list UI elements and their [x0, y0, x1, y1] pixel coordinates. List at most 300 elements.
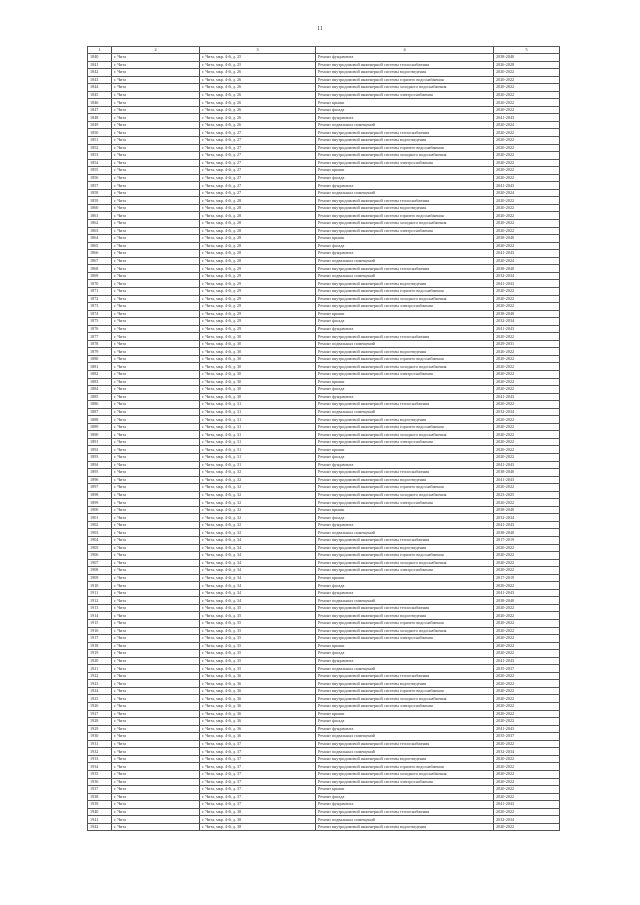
row-number-cell: 1921 [88, 665, 112, 673]
settlement-cell: г. Чита [112, 597, 200, 605]
address-cell: г. Чита, мкр. 4-й, д. 36 [200, 680, 316, 688]
work-type-cell: Ремонт внутридомовой инженерной системы горячего водоснабжения [316, 763, 494, 771]
address-cell: г. Чита, мкр. 4-й, д. 29 [200, 325, 316, 333]
work-type-cell: Ремонт внутридомовой инженерной системы водоотведения [316, 280, 494, 288]
period-cell: 2020-2022 [494, 423, 560, 431]
period-cell: 2041-2043 [494, 657, 560, 665]
row-number-cell: 1920 [88, 657, 112, 665]
settlement-cell: г. Чита [112, 408, 200, 416]
settlement-cell: г. Чита [112, 816, 200, 824]
table-row [88, 212, 560, 220]
period-cell: 2020-2024 [494, 121, 560, 129]
period-cell: 2020-2022 [494, 287, 560, 295]
work-type-cell: Ремонт внутридомовой инженерной системы водоотведения [316, 612, 494, 620]
table-row [88, 446, 560, 454]
settlement-cell: г. Чита [112, 574, 200, 582]
row-number-cell: 1878 [88, 340, 112, 348]
row-number-cell: 1883 [88, 378, 112, 386]
work-type-cell: Ремонт внутридомовой инженерной системы электроснабжения [316, 370, 494, 378]
period-cell: 2020-2022 [494, 710, 560, 718]
settlement-cell: г. Чита [112, 325, 200, 333]
row-number-cell: 1908 [88, 567, 112, 575]
settlement-cell: г. Чита [112, 438, 200, 446]
row-number-cell: 1907 [88, 559, 112, 567]
address-cell: г. Чита, мкр. 4-й, д. 37 [200, 778, 316, 786]
work-type-cell: Ремонт внутридомовой инженерной системы холодного водоснабжения [316, 295, 494, 303]
table-row [88, 642, 560, 650]
address-cell: г. Чита, мкр. 4-й, д. 31 [200, 416, 316, 424]
period-cell: 2038-2040 [494, 506, 560, 514]
period-cell: 2041-2043 [494, 114, 560, 122]
row-number-cell: 1924 [88, 687, 112, 695]
work-type-cell: Ремонт крыши [316, 310, 494, 318]
period-cell: 2038-2040 [494, 265, 560, 273]
work-type-cell: Ремонт подвальных помещений [316, 257, 494, 265]
address-cell: г. Чита, мкр. 4-й, д. 26 [200, 69, 316, 77]
period-cell: 2041-2043 [494, 476, 560, 484]
table-row [88, 695, 560, 703]
address-cell: г. Чита, мкр. 4-й, д. 29 [200, 295, 316, 303]
period-cell: 2020-2022 [494, 227, 560, 235]
address-cell: г. Чита, мкр. 4-й, д. 34 [200, 544, 316, 552]
work-type-cell: Ремонт внутридомовой инженерной системы теплоснабжения [316, 672, 494, 680]
period-cell: 2020-2022 [494, 84, 560, 92]
settlement-cell: г. Чита [112, 348, 200, 356]
address-cell: г. Чита, мкр. 4-й, д. 32 [200, 521, 316, 529]
work-type-cell: Ремонт фундамента [316, 657, 494, 665]
settlement-cell: г. Чита [112, 174, 200, 182]
address-cell: г. Чита, мкр. 4-й, д. 32 [200, 499, 316, 507]
table-row [88, 423, 560, 431]
row-number-cell: 1905 [88, 544, 112, 552]
row-number-cell: 1880 [88, 355, 112, 363]
table-row [88, 408, 560, 416]
table-row [88, 333, 560, 341]
period-cell: 2020-2022 [494, 650, 560, 658]
row-number-cell: 1875 [88, 318, 112, 326]
address-cell: г. Чита, мкр. 4-й, д. 27 [200, 137, 316, 145]
table-row [88, 287, 560, 295]
address-cell: г. Чита, мкр. 4-й, д. 27 [200, 182, 316, 190]
address-cell: г. Чита, мкр. 4-й, д. 27 [200, 189, 316, 197]
row-number-cell: 1858 [88, 189, 112, 197]
settlement-cell: г. Чита [112, 310, 200, 318]
column-header-3: 3 [200, 47, 316, 54]
address-cell: г. Чита, мкр. 4-й, д. 30 [200, 378, 316, 386]
address-cell: г. Чита, мкр. 4-й, д. 36 [200, 695, 316, 703]
row-number-cell: 1869 [88, 272, 112, 280]
table-row [88, 204, 560, 212]
address-cell: г. Чита, мкр. 4-й, д. 26 [200, 84, 316, 92]
table-row [88, 552, 560, 560]
row-number-cell: 1871 [88, 287, 112, 295]
table-row [88, 174, 560, 182]
row-number-cell: 1929 [88, 725, 112, 733]
address-cell: г. Чита, мкр. 4-й, д. 28 [200, 220, 316, 228]
period-cell: 2020-2022 [494, 416, 560, 424]
table-row [88, 167, 560, 175]
settlement-cell: г. Чита [112, 265, 200, 273]
work-type-cell: Ремонт подвальных помещений [316, 189, 494, 197]
period-cell: 2020-2022 [494, 106, 560, 114]
period-cell: 2032-2034 [494, 318, 560, 326]
period-cell: 2032-2034 [494, 816, 560, 824]
work-type-cell: Ремонт внутридомовой инженерной системы теплоснабжения [316, 808, 494, 816]
work-type-cell: Ремонт внутридомовой инженерной системы электроснабжения [316, 567, 494, 575]
work-type-cell: Ремонт фасада [316, 718, 494, 726]
settlement-cell: г. Чита [112, 378, 200, 386]
address-cell: г. Чита, мкр. 4-й, д. 28 [200, 250, 316, 258]
period-cell: 2020-2022 [494, 159, 560, 167]
work-type-cell: Ремонт фасада [316, 386, 494, 394]
settlement-cell: г. Чита [112, 755, 200, 763]
period-cell: 2020-2022 [494, 627, 560, 635]
period-cell: 2020-2022 [494, 620, 560, 628]
address-cell: г. Чита, мкр. 4-й, д. 32 [200, 529, 316, 537]
column-header-5: 5 [494, 47, 560, 54]
work-type-cell: Ремонт внутридомовой инженерной системы горячего водоснабжения [316, 144, 494, 152]
table-row [88, 401, 560, 409]
work-type-cell: Ремонт фасада [316, 318, 494, 326]
row-number-cell: 1857 [88, 182, 112, 190]
period-cell: 2020-2022 [494, 91, 560, 99]
address-cell: г. Чита, мкр. 4-й, д. 35 [200, 657, 316, 665]
table-row [88, 54, 560, 62]
address-cell: г. Чита, мкр. 4-й, д. 27 [200, 174, 316, 182]
column-header-1: 1 [88, 47, 112, 54]
work-type-cell: Ремонт подвальных помещений [316, 529, 494, 537]
address-cell: г. Чита, мкр. 4-й, д. 37 [200, 770, 316, 778]
row-number-cell: 1855 [88, 167, 112, 175]
address-cell: г. Чита, мкр. 4-й, д. 35 [200, 635, 316, 643]
period-cell: 2032-2034 [494, 748, 560, 756]
settlement-cell: г. Чита [112, 529, 200, 537]
period-cell: 2020-2022 [494, 152, 560, 160]
address-cell: г. Чита, мкр. 4-й, д. 26 [200, 114, 316, 122]
work-type-cell: Ремонт крыши [316, 99, 494, 107]
work-type-cell: Ремонт фундамента [316, 725, 494, 733]
table-row [88, 604, 560, 612]
period-cell: 2020-2022 [494, 786, 560, 794]
settlement-cell: г. Чита [112, 152, 200, 160]
work-type-cell: Ремонт внутридомовой инженерной системы теплоснабжения [316, 537, 494, 545]
row-number-cell: 1923 [88, 680, 112, 688]
row-number-cell: 1856 [88, 174, 112, 182]
settlement-cell: г. Чита [112, 114, 200, 122]
period-cell: 2020-2022 [494, 740, 560, 748]
address-cell: г. Чита, мкр. 4-й, д. 26 [200, 121, 316, 129]
address-cell: г. Чита, мкр. 4-й, д. 31 [200, 408, 316, 416]
row-number-cell: 1864 [88, 235, 112, 243]
settlement-cell: г. Чита [112, 431, 200, 439]
settlement-cell: г. Чита [112, 227, 200, 235]
work-type-cell: Ремонт крыши [316, 446, 494, 454]
row-number-cell: 1861 [88, 212, 112, 220]
work-type-cell: Ремонт внутридомовой инженерной системы холодного водоснабжения [316, 695, 494, 703]
table-row [88, 363, 560, 371]
period-cell: 2020-2022 [494, 793, 560, 801]
address-cell: г. Чита, мкр. 4-й, д. 31 [200, 453, 316, 461]
settlement-cell: г. Чита [112, 121, 200, 129]
table-row [88, 197, 560, 205]
period-cell: 2020-2022 [494, 129, 560, 137]
table-row [88, 703, 560, 711]
table-row [88, 816, 560, 824]
settlement-cell: г. Чита [112, 287, 200, 295]
table-row [88, 438, 560, 446]
row-number-cell: 1860 [88, 204, 112, 212]
settlement-cell: г. Чита [112, 355, 200, 363]
page-number: 11 [317, 26, 323, 32]
period-cell: 2041-2043 [494, 461, 560, 469]
settlement-cell: г. Чита [112, 786, 200, 794]
address-cell: г. Чита, мкр. 4-й, д. 28 [200, 204, 316, 212]
table-row [88, 295, 560, 303]
settlement-cell: г. Чита [112, 695, 200, 703]
address-cell: г. Чита, мкр. 4-й, д. 37 [200, 763, 316, 771]
settlement-cell: г. Чита [112, 129, 200, 137]
period-cell: 2020-2022 [494, 672, 560, 680]
settlement-cell: г. Чита [112, 763, 200, 771]
work-type-cell: Ремонт внутридомовой инженерной системы горячего водоснабжения [316, 287, 494, 295]
table-row [88, 793, 560, 801]
work-type-cell: Ремонт фундамента [316, 182, 494, 190]
address-cell: г. Чита, мкр. 4-й, д. 29 [200, 272, 316, 280]
address-cell: г. Чита, мкр. 4-й, д. 32 [200, 476, 316, 484]
period-cell: 2020-2024 [494, 257, 560, 265]
row-number-cell: 1892 [88, 446, 112, 454]
table-row [88, 84, 560, 92]
address-cell: г. Чита, мкр. 4-й, д. 25 [200, 54, 316, 62]
settlement-cell: г. Чита [112, 401, 200, 409]
settlement-cell: г. Чита [112, 476, 200, 484]
settlement-cell: г. Чита [112, 220, 200, 228]
work-type-cell: Ремонт внутридомовой инженерной системы горячего водоснабжения [316, 552, 494, 560]
settlement-cell: г. Чита [112, 242, 200, 250]
period-cell: 2020-2022 [494, 355, 560, 363]
period-cell: 2020-2022 [494, 348, 560, 356]
row-number-cell: 1873 [88, 303, 112, 311]
work-type-cell: Ремонт внутридомовой инженерной системы электроснабжения [316, 227, 494, 235]
settlement-cell: г. Чита [112, 484, 200, 492]
settlement-cell: г. Чита [112, 69, 200, 77]
settlement-cell: г. Чита [112, 808, 200, 816]
work-type-cell: Ремонт внутридомовой инженерной системы холодного водоснабжения [316, 559, 494, 567]
address-cell: г. Чита, мкр. 4-й, д. 29 [200, 280, 316, 288]
settlement-cell: г. Чита [112, 106, 200, 114]
address-cell: г. Чита, мкр. 4-й, д. 36 [200, 710, 316, 718]
table-row [88, 129, 560, 137]
table-row [88, 393, 560, 401]
work-type-cell: Ремонт подвальных помещений [316, 733, 494, 741]
work-type-cell: Ремонт внутридомовой инженерной системы теплоснабжения [316, 333, 494, 341]
settlement-cell: г. Чита [112, 703, 200, 711]
address-cell: г. Чита, мкр. 4-й, д. 32 [200, 484, 316, 492]
row-number-cell: 1918 [88, 642, 112, 650]
table-row [88, 265, 560, 273]
settlement-cell: г. Чита [112, 627, 200, 635]
row-number-cell: 1889 [88, 423, 112, 431]
row-number-cell: 1900 [88, 506, 112, 514]
table-row [88, 303, 560, 311]
period-cell: 2020-2022 [494, 212, 560, 220]
address-cell: г. Чита, мкр. 4-й, д. 27 [200, 167, 316, 175]
address-cell: г. Чита, мкр. 4-й, д. 36 [200, 718, 316, 726]
period-cell: 2020-2022 [494, 167, 560, 175]
address-cell: г. Чита, мкр. 4-й, д. 30 [200, 348, 316, 356]
row-number-cell: 1901 [88, 514, 112, 522]
period-cell: 2038-2040 [494, 310, 560, 318]
work-type-cell: Ремонт внутридомовой инженерной системы холодного водоснабжения [316, 491, 494, 499]
period-cell: 2020-2022 [494, 687, 560, 695]
row-number-cell: 1916 [88, 627, 112, 635]
address-cell: г. Чита, мкр. 4-й, д. 36 [200, 733, 316, 741]
settlement-cell: г. Чита [112, 280, 200, 288]
table-row [88, 627, 560, 635]
work-type-cell: Ремонт крыши [316, 642, 494, 650]
table-row [88, 680, 560, 688]
settlement-cell: г. Чита [112, 189, 200, 197]
work-type-cell: Ремонт фундамента [316, 393, 494, 401]
address-cell: г. Чита, мкр. 4-й, д. 29 [200, 318, 316, 326]
row-number-cell: 1888 [88, 416, 112, 424]
address-cell: г. Чита, мкр. 4-й, д. 29 [200, 265, 316, 273]
settlement-cell: г. Чита [112, 295, 200, 303]
table-row [88, 280, 560, 288]
row-number-cell: 1845 [88, 91, 112, 99]
settlement-cell: г. Чита [112, 137, 200, 145]
table-row [88, 612, 560, 620]
settlement-cell: г. Чита [112, 770, 200, 778]
settlement-cell: г. Чита [112, 257, 200, 265]
table-row [88, 657, 560, 665]
address-cell: г. Чита, мкр. 4-й, д. 28 [200, 212, 316, 220]
table-row [88, 250, 560, 258]
period-cell: 2020-2022 [494, 552, 560, 560]
settlement-cell: г. Чита [112, 537, 200, 545]
period-cell: 2020-2022 [494, 567, 560, 575]
table-row [88, 687, 560, 695]
table-row [88, 318, 560, 326]
table-row [88, 650, 560, 658]
period-cell: 2023-2025 [494, 491, 560, 499]
work-type-cell: Ремонт внутридомовой инженерной системы водоотведения [316, 755, 494, 763]
work-type-cell: Ремонт внутридомовой инженерной системы холодного водоснабжения [316, 84, 494, 92]
table-row [88, 152, 560, 160]
row-number-cell: 1914 [88, 612, 112, 620]
period-cell: 2041-2043 [494, 393, 560, 401]
address-cell: г. Чита, мкр. 4-й, д. 31 [200, 423, 316, 431]
period-cell: 2020-2022 [494, 604, 560, 612]
period-cell: 2020-2022 [494, 438, 560, 446]
work-type-cell: Ремонт фасада [316, 106, 494, 114]
address-cell: г. Чита, мкр. 4-й, д. 30 [200, 355, 316, 363]
table-row [88, 755, 560, 763]
settlement-cell: г. Чита [112, 363, 200, 371]
address-cell: г. Чита, мкр. 4-й, д. 35 [200, 627, 316, 635]
settlement-cell: г. Чита [112, 469, 200, 477]
address-cell: г. Чита, мкр. 4-й, д. 26 [200, 99, 316, 107]
work-type-cell: Ремонт фасада [316, 582, 494, 590]
settlement-cell: г. Чита [112, 204, 200, 212]
row-number-cell: 1903 [88, 529, 112, 537]
row-number-cell: 1942 [88, 823, 112, 831]
table-row [88, 340, 560, 348]
address-cell: г. Чита, мкр. 4-й, д. 35 [200, 604, 316, 612]
period-cell: 2020-2022 [494, 370, 560, 378]
settlement-cell: г. Чита [112, 612, 200, 620]
work-type-cell: Ремонт фундамента [316, 250, 494, 258]
settlement-cell: г. Чита [112, 159, 200, 167]
work-type-cell: Ремонт внутридомовой инженерной системы горячего водоснабжения [316, 212, 494, 220]
work-type-cell: Ремонт внутридомовой инженерной системы электроснабжения [316, 438, 494, 446]
settlement-cell: г. Чита [112, 740, 200, 748]
work-type-cell: Ремонт фундамента [316, 461, 494, 469]
table-row [88, 220, 560, 228]
work-type-cell: Ремонт подвальных помещений [316, 748, 494, 756]
row-number-cell: 1876 [88, 325, 112, 333]
settlement-cell: г. Чита [112, 725, 200, 733]
work-type-cell: Ремонт внутридомовой инженерной системы водоотведения [316, 204, 494, 212]
row-number-cell: 1849 [88, 121, 112, 129]
column-header-2: 2 [112, 47, 200, 54]
table-row [88, 529, 560, 537]
row-number-cell: 1887 [88, 408, 112, 416]
row-number-cell: 1894 [88, 461, 112, 469]
table-row [88, 69, 560, 77]
address-cell: г. Чита, мкр. 4-й, д. 32 [200, 491, 316, 499]
row-number-cell: 1938 [88, 793, 112, 801]
period-cell: 2020-2022 [494, 204, 560, 212]
address-cell: г. Чита, мкр. 4-й, д. 31 [200, 431, 316, 439]
settlement-cell: г. Чита [112, 620, 200, 628]
table-row [88, 137, 560, 145]
settlement-cell: г. Чита [112, 801, 200, 809]
settlement-cell: г. Чита [112, 144, 200, 152]
settlement-cell: г. Чита [112, 250, 200, 258]
period-cell: 2038-2040 [494, 469, 560, 477]
row-number-cell: 1890 [88, 431, 112, 439]
row-number-cell: 1879 [88, 348, 112, 356]
settlement-cell: г. Чита [112, 748, 200, 756]
row-number-cell: 1896 [88, 476, 112, 484]
settlement-cell: г. Чита [112, 167, 200, 175]
work-type-cell: Ремонт внутридомовой инженерной системы водоотведения [316, 476, 494, 484]
table-row [88, 61, 560, 69]
work-type-cell: Ремонт внутридомовой инженерной системы электроснабжения [316, 499, 494, 507]
work-type-cell: Ремонт внутридомовой инженерной системы водоотведения [316, 69, 494, 77]
work-type-cell: Ремонт внутридомовой инженерной системы электроснабжения [316, 159, 494, 167]
settlement-cell: г. Чита [112, 567, 200, 575]
table-row [88, 778, 560, 786]
period-cell: 2020-2022 [494, 778, 560, 786]
settlement-cell: г. Чита [112, 370, 200, 378]
table-row [88, 770, 560, 778]
row-number-cell: 1906 [88, 552, 112, 560]
table-row [88, 416, 560, 424]
work-type-cell: Ремонт внутридомовой инженерной системы теплоснабжения [316, 129, 494, 137]
table-row [88, 740, 560, 748]
row-number-cell: 1910 [88, 582, 112, 590]
table-row [88, 106, 560, 114]
period-cell: 2020-2022 [494, 69, 560, 77]
row-number-cell: 1930 [88, 733, 112, 741]
row-number-cell: 1850 [88, 129, 112, 137]
work-type-cell: Ремонт фасада [316, 453, 494, 461]
row-number-cell: 1870 [88, 280, 112, 288]
work-type-cell: Ремонт фасада [316, 793, 494, 801]
settlement-cell: г. Чита [112, 718, 200, 726]
